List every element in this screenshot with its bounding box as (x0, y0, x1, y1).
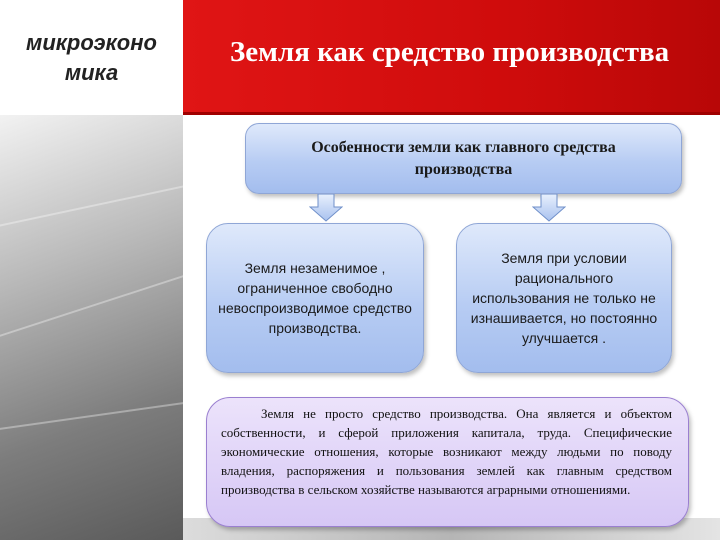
rational-use-text: Земля при условии рационального использования не только не изнашивается, но постоянно улучшается . (470, 250, 658, 346)
features-heading-text: Особенности земли как главного средства производства (311, 138, 616, 178)
irreplaceable-land-box (206, 223, 424, 373)
agrarian-relations-box (206, 397, 689, 527)
subject-label-text: микроэконо мика (26, 29, 157, 85)
rational-use-box (456, 223, 672, 373)
down-arrow-icon (309, 194, 343, 222)
down-arrow-icon (532, 194, 566, 222)
irreplaceable-land-text: Земля незаменимое , ограниченное свободно невоспроизводимое средство производства. (218, 260, 412, 336)
features-heading-box (245, 123, 682, 194)
decor-stripe (0, 275, 183, 336)
subject-label (0, 0, 183, 115)
slide-title: Земля как средство производства (230, 36, 670, 68)
header-bar (183, 0, 720, 115)
decor-stripe (0, 402, 183, 430)
agrarian-relations-text: Земля не просто средство производства. Она является и объектом собственности, и сферой приложения капитала, труда. Специфические экономические отношения, которые возникают между людьми по поводу владения, распоряжения и пользования землей как главным средством производства в сельском хозяйстве называются аграрными отношениями. (221, 406, 672, 497)
side-decor-panel (0, 115, 183, 540)
decor-stripe (0, 186, 183, 227)
